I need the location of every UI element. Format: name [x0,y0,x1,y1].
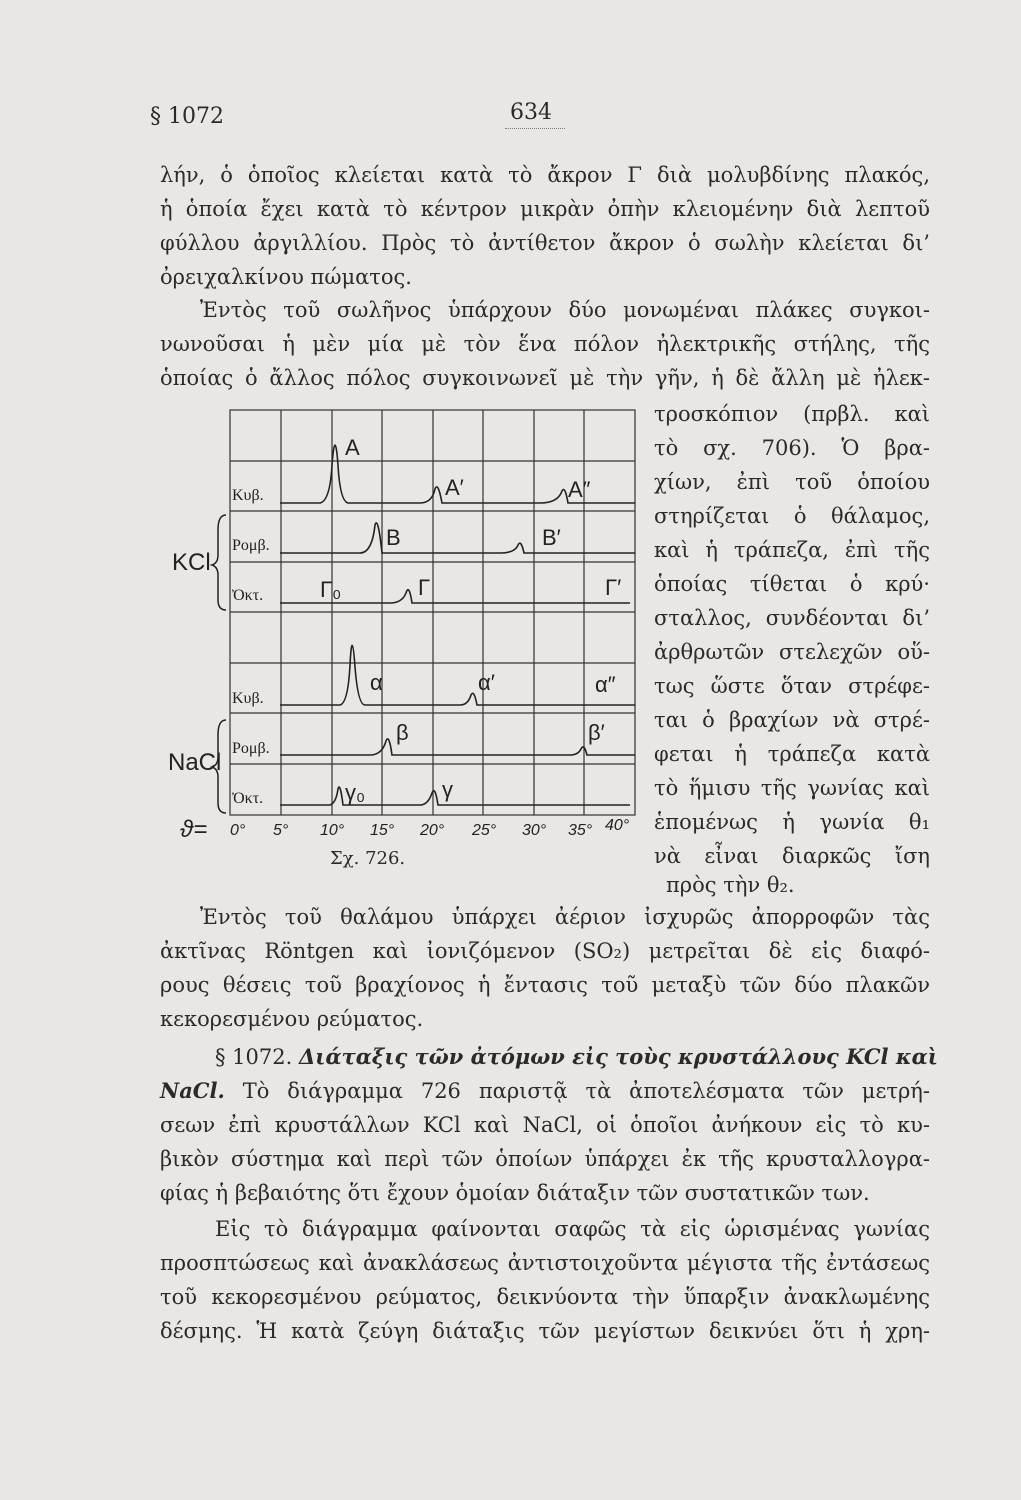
text-line: προσπτώσεως καὶ ἀνακλάσεως ἀντιστοιχοῦντα μέγιστα τῆς ἐντάσεως [160,1251,930,1275]
text-line: ὀρειχαλκίνου πώματος. [160,265,412,289]
header-rule [505,128,565,129]
text-line: φύλλου ἀργιλλίου. Πρὸς τὸ ἀντίθετον ἄκρον ὁ σωλὴν κλείεται δι’ [160,231,930,255]
text-line-right: ἀρθρωτῶν στελεχῶν οὕ- [654,640,930,664]
text-line: Ἐντὸς τοῦ θαλάμου ὑπάρχει ἀέριον ἰσχυρῶς ἀπορροφῶν τὰς [200,905,930,929]
peak-label: γ [442,777,453,802]
section-heading-line [215,1040,938,1074]
peak-label: Γ₀ [320,577,342,602]
header-section: § 1072 [150,104,224,129]
group-label-kcl: KCl [172,549,211,576]
text-line: Εἰς τὸ διάγραμμα φαίνονται σαφῶς τὰ εἰς ὡρισμένας γωνίας [215,1217,930,1241]
section-title-cont: NaCl. [160,1078,225,1103]
x-tick-label: 0° [230,822,246,839]
text-line-right: νὰ εἶναι διαρκῶς ἴση [654,844,930,868]
peak-label: β′ [588,720,605,745]
text-line: ἀκτῖνας Röntgen καὶ ἰονιζόμενον (SO₂) μετρεῖται δὲ εἰς διαφό- [160,939,930,963]
text-line-right: τὸ σχ. 706). Ὁ βρα- [654,436,930,460]
peak-label: α″ [595,672,616,697]
peak-label: Γ′ [605,575,622,600]
text-line: σεων ἐπὶ κρυστάλλων KCl καὶ NaCl, οἱ ὁποῖοι ἀνήκουν εἰς τὸ κυ- [160,1113,930,1137]
x-tick-label: 25° [472,822,497,839]
text-line: δέσμης. Ἡ κατὰ ζεύγη διάταξις τῶν μεγίστων δεικνύει ὅτι ἡ χρη- [160,1319,930,1343]
text-line: ὁποίας ὁ ἄλλος πόλος συγκοινωνεῖ μὲ τὴν γῆν, ἡ δὲ ἄλλη μὲ ἠλεκ- [160,366,930,390]
x-tick-label: 5° [273,822,289,839]
section-heading-line-2 [160,1074,930,1108]
peak-label: A′ [445,475,464,500]
text-line-right: πρὸς τὴν θ₂. [666,873,795,897]
text-line: βικὸν σύστημα καὶ περὶ τῶν ὁποίων ὑπάρχει ἐκ τῆς κρυσταλλογρα- [160,1147,930,1171]
row-label-kcl-cubic: Κυβ. [232,487,264,504]
text-line: Ἐντὸς τοῦ σωλῆνος ὑπάρχουν δύο μονωμέναι πλάκες συγκοι- [200,298,930,322]
text-line-right: ἑπομένως ἡ γωνία θ₁ [654,810,930,834]
text-line-right: στηρίζεται ὁ θάλαμος, [654,504,930,528]
text-line-right: ὁποίας τίθεται ὁ κρύ· [654,572,930,596]
peak-label: B [386,525,401,550]
row-label-nacl-octahedral: Ὀκτ. [232,790,264,807]
text-line-right: ται ὁ βραχίων νὰ στρέ- [654,708,930,732]
text-line-right: χίων, ἐπὶ τοῦ ὁποίου [654,470,930,494]
x-tick-label: 40° [605,817,630,834]
peak-label: α [370,670,383,695]
text-line: νωνοῦσαι ἡ μὲν μία μὲ τὸν ἕνα πόλον ἠλεκτρικῆς στήλης, τῆς [160,332,930,356]
peak-label: B′ [542,525,561,550]
section-body-start: Τὸ διάγραμμα 726 παριστᾷ τὰ ἀποτελέσματα τῶν μετρή- [242,1079,930,1103]
text-line-right: σταλλος, συνδέονται δι’ [654,606,930,630]
x-tick-label: 35° [568,822,593,839]
text-line: ρους θέσεις τοῦ βραχίονος ἡ ἔντασις τοῦ μεταξὺ τῶν δύο πλακῶν [160,973,930,997]
peak-label: Γ [418,575,431,600]
x-tick-label: 30° [522,822,547,839]
text-line-right: τως ὥστε ὅταν στρέφε- [654,674,930,698]
text-line-right: τροσκόπιον (πρβλ. καὶ [654,402,930,426]
row-label-nacl-rhombic: Ρομβ. [232,740,270,757]
text-line-right: φεται ἡ τράπεζα κατὰ [654,742,930,766]
row-label-kcl-rhombic: Ρομβ. [232,537,270,554]
section-title: Διάταξις τῶν ἀτόμων εἰς τοὺς κρυστάλλους KCl καὶ [298,1044,938,1069]
text-line-right: καὶ ἡ τράπεζα, ἐπὶ τῆς [654,538,930,562]
peak-label: A″ [568,477,591,502]
text-line: κεκορεσμένου ρεύματος. [160,1007,424,1031]
figure-caption: Σχ. 726. [330,848,406,869]
curve-nacl-cubic [280,645,635,705]
peak-label: A [345,435,360,460]
section-number: § 1072. [215,1045,293,1069]
x-tick-label: 20° [420,822,445,839]
row-label-kcl-octahedral: Ὀκτ. [232,587,264,604]
page-number: 634 [510,100,552,125]
text-line-right: τὸ ἥμισυ τῆς γωνίας καὶ [654,776,930,800]
peak-label: γ₀ [345,780,366,805]
diffraction-figure [160,405,640,845]
theta-label: ϑ= [180,816,208,843]
row-label-nacl-cubic: Κυβ. [232,690,264,707]
peak-label: α′ [478,670,495,695]
curve-kcl-rhombic [280,523,635,553]
text-line: λήν, ὁ ὁποῖος κλείεται κατὰ τὸ ἄκρον Γ διὰ μολυβδίνης πλακός, [160,163,930,187]
x-tick-label: 15° [370,822,395,839]
text-line: φίας ἡ βεβαιότης ὅτι ἔχουν ὁμοίαν διάταξιν τῶν συστατικῶν των. [160,1181,870,1205]
x-tick-label: 10° [320,822,345,839]
group-label-nacl: NaCl [168,749,222,776]
brace-kcl [212,515,226,610]
text-line: τοῦ κεκορεσμένου ρεύματος, δεικνύοντα τὴν ὕπαρξιν ἀνακλωμένης [160,1285,930,1309]
text-line: ἡ ὁποία ἔχει κατὰ τὸ κέντρον μικρὰν ὀπὴν κλειομένην διὰ λεπτοῦ [160,197,930,221]
curve-nacl-rhombic [280,739,635,755]
peak-label: β [396,720,409,745]
